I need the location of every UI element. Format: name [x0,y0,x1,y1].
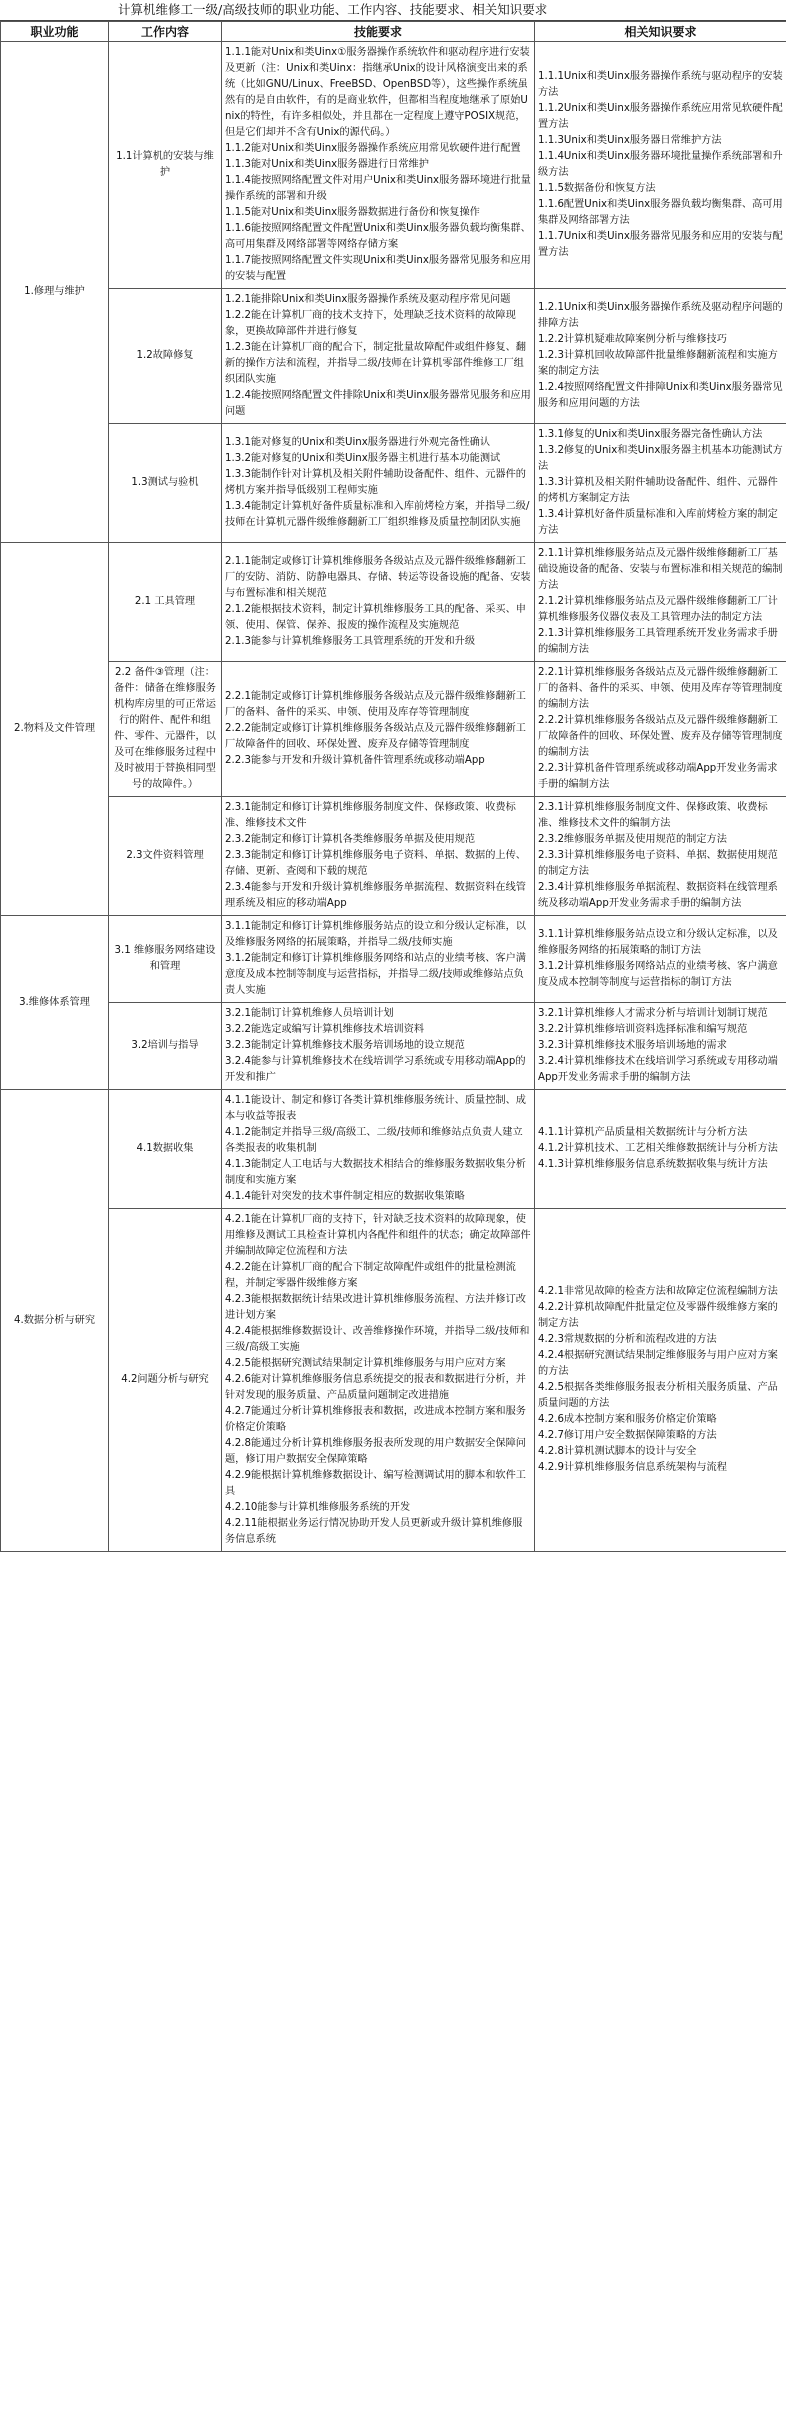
skill-item: 4.2.6能对计算机维修服务信息系统提交的报表和数据进行分析，并针对发现的服务质量、产品质量问题制定改进措施 [225,1374,526,1401]
knowledge-item: 1.1.7Unix和类Uinx服务器常见服务和应用的安装与配置方法 [538,231,783,258]
skill-item: 4.1.1能设计、制定和修订各类计算机维修服务统计、质量控制、成本与收益等报表 [225,1095,526,1122]
skill-item: 3.1.2能制定和修订计算机维修服务网络和站点的业绩考核、客户满意度及成本控制等制度与运营指标，并指导二级/技师或维修站点负责人实施 [225,953,526,996]
skills-cell [222,1209,535,1552]
skill-item: 2.1.3能参与计算机维修服务工具管理系统的开发和升级 [225,636,476,647]
function-cell: 4.数据分析与研究 [1,1090,109,1552]
header-function: 职业功能 [1,22,109,42]
table-row [1,662,786,797]
knowledge-item: 2.1.2计算机维修服务站点及元器件级维修翻新工厂计算机维修服务仪器仪表及工具管理办法的制定方法 [538,596,778,623]
knowledge-item: 1.2.3计算机回收故障部件批量维修翻新流程和实施方案的制定方法 [538,350,778,377]
skills-cell [222,662,535,797]
content-cell: 3.1 维修服务网络建设和管理 [109,916,222,1003]
knowledge-item: 2.1.1计算机维修服务站点及元器件级维修翻新工厂基础设施设备的配备、安装与布置标准和相关规范的编制方法 [538,548,783,591]
skills-cell [222,797,535,916]
skill-item: 1.2.2能在计算机厂商的技术支持下，处理缺乏技术资料的故障现象，更换故障部件并进行修复 [225,310,516,337]
skills-cell [222,543,535,662]
knowledge-item: 3.2.2计算机维修培训资料选择标准和编写规范 [538,1024,748,1035]
skill-item: 3.2.2能选定或编写计算机维修技术培训资料 [225,1024,425,1035]
knowledge-item: 3.1.2计算机维修服务网络站点的业绩考核、客户满意度及成本控制等制度与运营指标的制订方法 [538,961,778,988]
skill-item: 4.2.9能根据计算机维修数据设计、编写检测调试用的脚本和软件工具 [225,1470,526,1497]
knowledge-item: 1.1.4Unix和类Uinx服务器环境批量操作系统部署和升级方法 [538,151,783,178]
skill-item: 1.3.4能制定计算机好备件质量标准和入库前烤检方案，并指导二级/技师在计算机元器件级维修翻新工厂组织维修及质量控制团队实施 [225,501,530,528]
knowledge-item: 1.1.2Unix和类Uinx服务器操作系统应用常见软硬件配置方法 [538,103,783,130]
skill-item: 3.2.3能制定计算机维修技术服务培训场地的设立规范 [225,1040,465,1051]
skill-item: 2.3.1能制定和修订计算机维修服务制度文件、保修政策、收费标准、维修技术文件 [225,802,516,829]
skill-item: 4.2.2能在计算机厂商的配合下制定故障配件或组件的批量检测流程，并制定零器件级维修方案 [225,1262,516,1289]
skill-item: 1.1.3能对Unix和类Uinx服务器进行日常维护 [225,159,429,170]
knowledge-item: 4.2.9计算机维修服务信息系统架构与流程 [538,1462,727,1473]
skill-item: 2.2.2能制定或修订计算机维修服务各级站点及元器件级维修翻新工厂故障备件的回收、环保处置、废弃及存储等管理制度 [225,723,526,750]
header-skills: 技能要求 [222,22,535,42]
skills-cell [222,424,535,543]
knowledge-item: 2.3.3计算机维修服务电子资料、单据、数据使用规范的制定方法 [538,850,778,877]
knowledge-cell [535,543,786,662]
knowledge-item: 4.1.2计算机技术、工艺相关维修数据统计与分析方法 [538,1143,778,1154]
knowledge-item: 3.2.1计算机维修人才需求分析与培训计划制订规范 [538,1008,768,1019]
content-cell: 4.1数据收集 [109,1090,222,1209]
knowledge-item: 3.2.3计算机维修技术服务培训场地的需求 [538,1040,727,1051]
skill-item: 2.2.1能制定或修订计算机维修服务各级站点及元器件级维修翻新工厂的备料、备件的采买、申领、使用及库存等管理制度 [225,691,526,718]
knowledge-item: 4.2.2计算机故障配件批量定位及零器件级维修方案的制定方法 [538,1302,778,1329]
knowledge-item: 2.3.1计算机维修服务制度文件、保修政策、收费标准、维修技术文件的编制方法 [538,802,768,829]
skill-item: 4.2.4能根据维修数据设计、改善维修操作环境，并指导二级/技师和三级/高级工实施 [225,1326,530,1353]
skill-item: 2.1.1能制定或修订计算机维修服务各级站点及元器件级维修翻新工厂的安防、消防、防静电器具、存储、转运等设备设施的配备、安装与布置标准和相关规范 [225,556,531,599]
skill-item: 4.2.11能根据业务运行情况协助开发人员更新或升级计算机维修服务信息系统 [225,1518,523,1545]
skill-item: 4.2.7能通过分析计算机维修报表和数据，改进成本控制方案和服务价格定价策略 [225,1406,526,1433]
content-cell: 1.2故障修复 [109,289,222,424]
knowledge-item: 2.1.3计算机维修服务工具管理系统开发业务需求手册的编制方法 [538,628,778,655]
header-knowledge: 相关知识要求 [535,22,786,42]
table-row [1,916,786,1003]
knowledge-cell [535,424,786,543]
knowledge-item: 2.2.1计算机维修服务各级站点及元器件级维修翻新工厂的备料、备件的采买、申领、使用及库存等管理制度的编制方法 [538,667,783,710]
knowledge-cell [535,1090,786,1209]
knowledge-cell [535,289,786,424]
skill-item: 1.2.3能在计算机厂商的配合下，制定批量故障配件或组件修复、翻新的操作方法和流程，并指导二级/技师在计算机零部件维修工厂组织团队实施 [225,342,526,385]
skill-item: 1.1.7能按照网络配置文件实现Unix和类Uinx服务器常见服务和应用的安装与配置 [225,255,531,282]
skills-cell [222,289,535,424]
knowledge-item: 1.3.1修复的Unix和类Uinx服务器完备性确认方法 [538,429,763,440]
knowledge-item: 1.2.4按照网络配置文件排障Unix和类Uinx服务器常见服务和应用问题的方法 [538,382,783,409]
skill-item: 1.1.5能对Unix和类Uinx服务器数据进行备份和恢复操作 [225,207,480,218]
skills-cell [222,1090,535,1209]
knowledge-item: 4.2.6成本控制方案和服务价格定价策略 [538,1414,717,1425]
skill-item: 4.2.10能参与计算机维修服务系统的开发 [225,1502,411,1513]
content-cell: 4.2问题分析与研究 [109,1209,222,1552]
function-cell: 2.物料及文件管理 [1,543,109,916]
content-cell: 3.2培训与指导 [109,1003,222,1090]
knowledge-item: 4.2.4根据研究测试结果制定维修服务与用户应对方案的方法 [538,1350,778,1377]
skill-item: 1.3.1能对修复的Unix和类Uinx服务器进行外观完备性确认 [225,437,491,448]
knowledge-item: 4.2.8计算机测试脚本的设计与安全 [538,1446,697,1457]
knowledge-item: 1.1.5数据备份和恢复方法 [538,183,656,194]
knowledge-item: 4.1.3计算机维修服务信息系统数据收集与统计方法 [538,1159,768,1170]
skill-item: 1.1.4能按照网络配置文件对用户Unix和类Uinx服务器环境进行批量操作系统的部署和升级 [225,175,531,202]
header-content: 工作内容 [109,22,222,42]
knowledge-cell [535,916,786,1003]
skill-item: 4.2.1能在计算机厂商的支持下，针对缺乏技术资料的故障现象，使用维修及测试工具检查计算机内各配件和组件的状态；确定故障部件并编制故障定位流程和方法 [225,1214,531,1257]
knowledge-item: 1.1.6配置Unix和类Uinx服务器负载均衡集群、高可用集群及网络部署方法 [538,199,783,226]
skill-item: 4.1.4能针对突发的技术事件制定相应的数据收集策略 [225,1191,465,1202]
table-row [1,1209,786,1552]
table-row [1,289,786,424]
knowledge-cell [535,1209,786,1552]
knowledge-item: 2.3.4计算机维修服务单据流程、数据资料在线管理系统及移动端App开发业务需求手册的编制方法 [538,882,778,909]
skill-item: 4.2.5能根据研究测试结果制定计算机维修服务与用户应对方案 [225,1358,506,1369]
skill-item: 3.2.4能参与计算机维修技术在线培训学习系统或专用移动端App的开发和推广 [225,1056,526,1083]
skill-item: 4.1.3能制定人工电话与大数据技术相结合的维修服务数据收集分析制度和实施方案 [225,1159,526,1186]
knowledge-item: 2.2.3计算机备件管理系统或移动端App开发业务需求手册的编制方法 [538,763,778,790]
content-cell: 2.1 工具管理 [109,543,222,662]
skill-item: 4.1.2能制定并指导三级/高级工、二级/技师和维修站点负责人建立各类报表的收集机制 [225,1127,523,1154]
table-row [1,1090,786,1209]
knowledge-item: 1.2.2计算机疑难故障案例分析与维修技巧 [538,334,727,345]
table-row [1,797,786,916]
knowledge-item: 3.2.4计算机维修技术在线培训学习系统或专用移动端App开发业务需求手册的编制方法 [538,1056,778,1083]
skill-item: 1.2.1能排除Unix和类Uinx服务器操作系统及驱动程序常见问题 [225,294,511,305]
knowledge-item: 1.3.2修复的Unix和类Uinx服务器主机基本功能测试方法 [538,445,783,472]
content-cell: 1.3测试与验机 [109,424,222,543]
knowledge-item: 1.3.3计算机及相关附件辅助设备配件、组件、元器件的烤机方案制定方法 [538,477,778,504]
knowledge-cell [535,1003,786,1090]
skill-item: 2.2.3能参与开发和升级计算机备件管理系统或移动端App [225,755,485,766]
table-row [1,424,786,543]
knowledge-cell [535,662,786,797]
skill-item: 2.3.2能制定和修订计算机各类维修服务单据及使用规范 [225,834,476,845]
function-cell: 1.修理与维护 [1,42,109,543]
knowledge-item: 4.2.5根据各类维修服务报表分析相关服务质量、产品质量问题的方法 [538,1382,778,1409]
content-cell: 1.1计算机的安装与维护 [109,42,222,289]
knowledge-item: 1.1.3Unix和类Uinx服务器日常维护方法 [538,135,722,146]
knowledge-item: 3.1.1计算机维修服务站点设立和分级认定标准，以及维修服务网络的拓展策略的制订方法 [538,929,778,956]
knowledge-cell [535,42,786,289]
skill-item: 1.3.2能对修复的Unix和类Uinx服务器主机进行基本功能测试 [225,453,501,464]
knowledge-item: 4.1.1计算机产品质量相关数据统计与分析方法 [538,1127,748,1138]
table-row [1,543,786,662]
standards-table [0,21,786,1552]
skill-item: 4.2.3能根据数据统计结果改进计算机维修服务流程、方法并修订改进计划方案 [225,1294,526,1321]
skills-cell [222,1003,535,1090]
skills-cell [222,916,535,1003]
knowledge-item: 4.2.1非常见故障的检查方法和故障定位流程编制方法 [538,1286,778,1297]
skill-item: 2.3.3能制定和修订计算机维修服务电子资料、单据、数据的上传、存储、更新、查阅和下载的规范 [225,850,526,877]
knowledge-cell [535,797,786,916]
skill-item: 1.1.6能按照网络配置文件配置Unix和类Uinx服务器负载均衡集群、高可用集群及网络部署等网络存储方案 [225,223,531,250]
skill-item: 1.2.4能按照网络配置文件排除Unix和类Uinx服务器常见服务和应用问题 [225,390,531,417]
knowledge-item: 4.2.7修订用户安全数据保障策略的方法 [538,1430,717,1441]
knowledge-item: 1.2.1Unix和类Uinx服务器操作系统及驱动程序问题的排障方法 [538,302,783,329]
document-title: 计算机维修工一级/高级技师的职业功能、工作内容、技能要求、相关知识要求 [0,0,786,21]
skill-item: 3.2.1能制订计算机维修人员培训计划 [225,1008,394,1019]
table-row [1,1003,786,1090]
skill-item: 1.1.2能对Unix和类Uinx服务器操作系统应用常见软硬件进行配置 [225,143,521,154]
table-row [1,42,786,289]
knowledge-item: 1.1.1Unix和类Uinx服务器操作系统与驱动程序的安装方法 [538,71,783,98]
content-cell: 2.3文件资料管理 [109,797,222,916]
skill-item: 1.3.3能制作针对计算机及相关附件辅助设备配件、组件、元器件的烤机方案并指导低级别工程师实施 [225,469,526,496]
skill-item: 2.3.4能参与开发和升级计算机维修服务单据流程、数据资料在线管理系统及相应的移动端App [225,882,526,909]
knowledge-item: 4.2.3常规数据的分析和流程改进的方法 [538,1334,717,1345]
skills-cell [222,42,535,289]
knowledge-item: 2.3.2维修服务单据及使用规范的制定方法 [538,834,727,845]
knowledge-item: 2.2.2计算机维修服务各级站点及元器件级维修翻新工厂故障备件的回收、环保处置、废弃及存储等管理制度的编制方法 [538,715,783,758]
skill-item: 4.2.8能通过分析计算机维修服务报表所发现的用户数据安全保障问题，修订用户数据安全保障策略 [225,1438,526,1465]
content-cell: 2.2 备件③管理（注：备件：储备在维修服务机构库房里的可正常运行的附件、配件和组件、零件、元器件，以及可在维修服务过程中及时被用于替换相同型号的故障件。） [109,662,222,797]
table-header-row [1,22,786,42]
skill-item: 3.1.1能制定和修订计算机维修服务站点的设立和分级认定标准，以及维修服务网络的拓展策略，并指导二级/技师实施 [225,921,526,948]
function-cell: 3.维修体系管理 [1,916,109,1090]
knowledge-item: 1.3.4计算机好备件质量标准和入库前烤检方案的制定方法 [538,509,778,536]
skill-item: 1.1.1能对Unix和类Uinx①服务器操作系统软件和驱动程序进行安装及更新（注：Unix和类Uinx：指继承Unix的设计风格演变出来的系统（比如GNU/Linux、FreeBSD、OpenBSD等），这些操作系统虽然有的是自由软件，有的是商业软件，但都相当程度地继承了原始Unix的特性，有许多相似处，并且都在一定程度上遵守POSIX规范，但是它们却并不含有Unix的源代码。） [225,47,530,138]
skill-item: 2.1.2能根据技术资料，制定计算机维修服务工具的配备、采买、申领、使用、保管、保养、报废的操作流程及实施规范 [225,604,526,631]
